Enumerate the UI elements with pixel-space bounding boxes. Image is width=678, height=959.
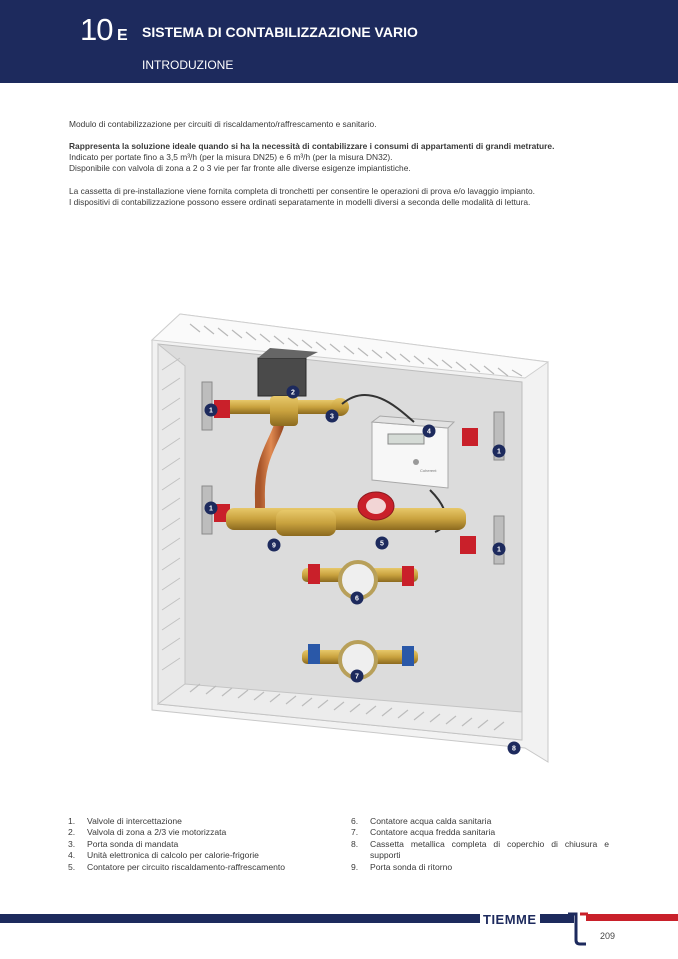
- legend-item: [68, 839, 328, 850]
- intro-paragraph-3: [69, 186, 629, 208]
- callout-5: 5: [380, 540, 384, 548]
- main-meter-line: [226, 508, 466, 530]
- intro-line: Modulo di contabilizzazione per circuiti di riscaldamento/raffrescamento e sanitario.: [69, 119, 377, 129]
- legend-text: Unità elettronica di calcolo per calorie-frigorie: [87, 850, 259, 861]
- legend-text: Cassetta metallica completa di coperchio di chiusura e supporti: [370, 838, 609, 861]
- metal-box: [152, 314, 548, 762]
- legend-num: 3.: [68, 838, 76, 849]
- legend-num: 8.: [351, 838, 359, 849]
- legend-num: 7.: [351, 827, 359, 838]
- callout-1d: 1: [497, 546, 501, 554]
- callout-9: 9: [272, 542, 276, 550]
- callout-2: 2: [291, 389, 295, 397]
- page-number: 209: [600, 931, 616, 941]
- electronic-unit: [372, 416, 454, 488]
- meter-brand-label: Coherent: [420, 468, 437, 473]
- intro-line: Disponibile con valvola di zona a 2 o 3 vie per far fronte alle diverse esigenze impiantistiche.: [69, 163, 411, 174]
- legend-item: [351, 827, 609, 838]
- legend-item: [68, 827, 328, 838]
- footer-accent-bar: [586, 914, 678, 921]
- brand-logo: TIEMME: [480, 912, 540, 927]
- callout-3: 3: [330, 413, 334, 421]
- legend-item: [351, 816, 609, 827]
- intro-line: La cassetta di pre-installazione viene fornita completa di tronchetti per consentire le operazioni di prova e/o lavaggio impianto.: [69, 186, 536, 196]
- legend-item: [68, 816, 328, 827]
- intro-line: Indicato per portate fino a 3,5 m³/h (per la misura DN25) e 6 m³/h (per la misura DN32).: [69, 152, 393, 163]
- product-illustration: [130, 300, 550, 770]
- legend-num: 4.: [68, 850, 76, 861]
- legend-text: Valvola di zona a 2/3 vie motorizzata: [87, 827, 227, 838]
- callout-7: 7: [355, 673, 359, 681]
- chapter-number: 10: [80, 12, 113, 47]
- callout-6: 6: [355, 595, 359, 603]
- callout-4: 4: [427, 428, 431, 436]
- callout-1c: 1: [209, 505, 213, 513]
- page-header: [0, 0, 678, 83]
- chapter-title: SISTEMA DI CONTABILIZZAZIONE VARIO: [142, 24, 418, 40]
- footer-swoosh-icon: [566, 912, 590, 946]
- callout-1: 1: [209, 407, 213, 415]
- legend-left: [68, 816, 328, 873]
- legend-item: [68, 850, 328, 861]
- legend-num: 5.: [68, 861, 76, 872]
- intro-line: I dispositivi di contabilizzazione possono essere ordinati separatamente in modelli diversi a seconda delle modalità di lettura.: [69, 197, 531, 208]
- legend-item: [351, 862, 609, 873]
- callout-8: 8: [512, 745, 516, 753]
- legend-item: [351, 839, 609, 862]
- legend-num: 1.: [68, 816, 76, 826]
- intro-paragraph-1: [69, 119, 629, 130]
- chapter-letter: E: [117, 27, 128, 44]
- chapter-subtitle: INTRODUZIONE: [142, 58, 234, 72]
- legend-text: Contatore per circuito riscaldamento-raffrescamento: [87, 861, 286, 872]
- legend-item: [68, 862, 328, 873]
- legend-num: 2.: [68, 827, 76, 838]
- legend-text: Porta sonda di ritorno: [370, 861, 453, 872]
- legend-text: Porta sonda di mandata: [87, 838, 179, 849]
- legend-right: [351, 816, 609, 873]
- legend-num: 6.: [351, 816, 359, 826]
- legend-text: Contatore acqua calda sanitaria: [370, 816, 492, 826]
- intro-line-bold: Rappresenta la soluzione ideale quando si ha la necessità di contabilizzare i consumi di appartamenti di grandi metrature.: [69, 141, 555, 151]
- intro-paragraph-2: [69, 141, 629, 175]
- callout-1b: 1: [497, 448, 501, 456]
- legend-text: Contatore acqua fredda sanitaria: [370, 827, 496, 838]
- legend-num: 9.: [351, 861, 359, 872]
- legend-text: Valvole di intercettazione: [87, 816, 182, 826]
